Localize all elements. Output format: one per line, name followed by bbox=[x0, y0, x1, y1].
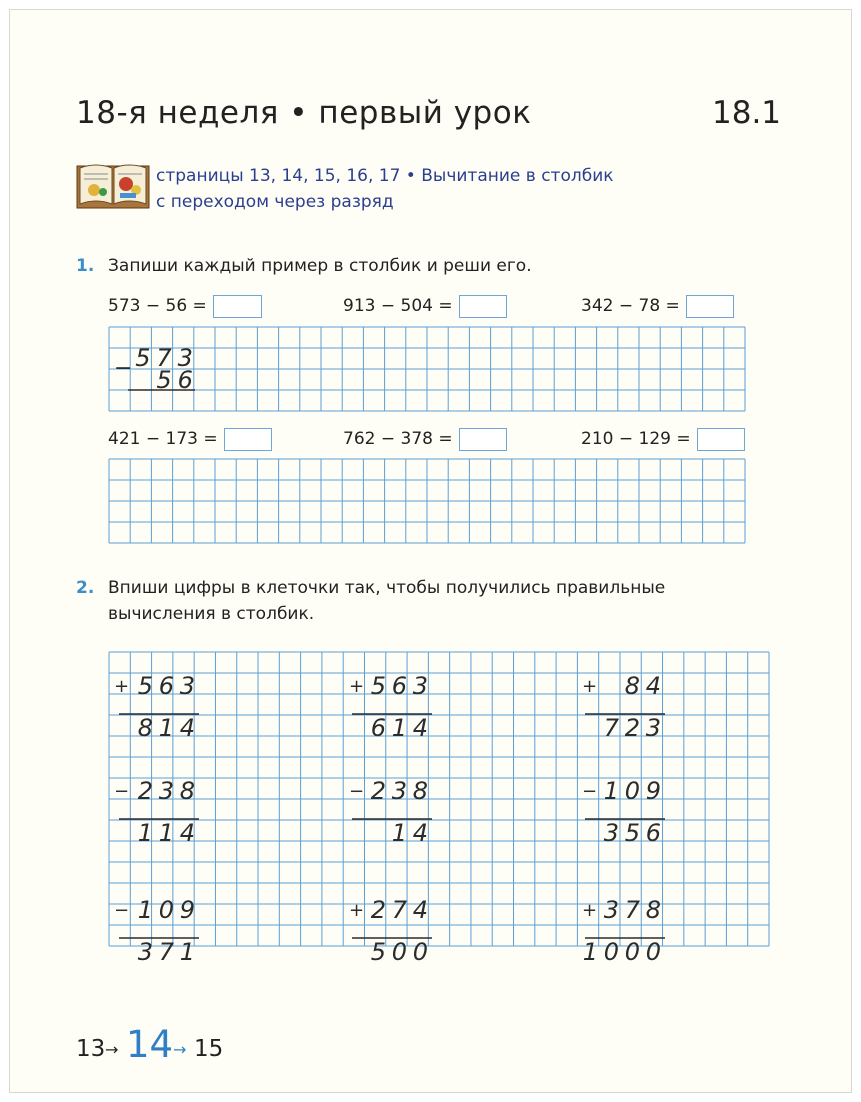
next-arrow-icon: → bbox=[173, 1040, 187, 1059]
problem-sign: + bbox=[582, 676, 598, 697]
problem-top-digit: 3 bbox=[412, 672, 429, 700]
problem-result-digit: 1 bbox=[179, 938, 196, 966]
example-4-text: 421 − 173 = bbox=[108, 429, 218, 449]
example-5-text: 762 − 378 = bbox=[343, 429, 453, 449]
problem-result-digit: 6 bbox=[645, 819, 662, 847]
sample-top-digit: 5 bbox=[135, 344, 151, 372]
task1-number: 1. bbox=[76, 256, 95, 276]
problem-top-digit: 9 bbox=[179, 896, 196, 924]
problem-result-digit: 0 bbox=[624, 938, 641, 966]
problem-result-digit: 1 bbox=[391, 714, 408, 742]
problem-top-digit: 9 bbox=[645, 777, 662, 805]
problem-result-digit: 5 bbox=[370, 938, 387, 966]
problem-top-digit: 6 bbox=[391, 672, 408, 700]
problem-sign: + bbox=[349, 676, 365, 697]
problem-sign: − bbox=[114, 781, 130, 802]
problem-result-digit: 0 bbox=[645, 938, 662, 966]
current-page-number: 14 bbox=[126, 1023, 174, 1066]
example-2-text: 913 − 504 = bbox=[343, 296, 453, 316]
problem-result-digit: 0 bbox=[412, 938, 429, 966]
problem-result-digit: 4 bbox=[412, 819, 429, 847]
problem-top-digit: 1 bbox=[137, 896, 154, 924]
sample-sign: − bbox=[114, 356, 133, 381]
problem-top-digit: 8 bbox=[624, 672, 641, 700]
problem-top-digit: 2 bbox=[370, 777, 387, 805]
task2-instruction-line2: вычисления в столбик. bbox=[108, 604, 315, 624]
task1-instruction: Запиши каждый пример в столбик и реши его. bbox=[108, 256, 532, 276]
problem-top-digit: 4 bbox=[645, 672, 662, 700]
problem-result-digit: 8 bbox=[137, 714, 154, 742]
problem-top-digit: 8 bbox=[179, 777, 196, 805]
prev-arrow-icon: → bbox=[105, 1040, 119, 1059]
problem-top-digit: 8 bbox=[645, 896, 662, 924]
textbook-reference-line1: страницы 13, 14, 15, 16, 17 • Вычитание в столбик bbox=[156, 166, 614, 186]
problem-top-digit: 3 bbox=[179, 672, 196, 700]
problem-result-digit: 5 bbox=[624, 819, 641, 847]
problem-top-digit: 3 bbox=[603, 896, 620, 924]
textbook-reference-line2: с переходом через разряд bbox=[156, 192, 394, 212]
problem-top-digit: 8 bbox=[412, 777, 429, 805]
problem-result-digit: 4 bbox=[179, 819, 196, 847]
problem-result-digit: 0 bbox=[391, 938, 408, 966]
problem-top-digit: 5 bbox=[137, 672, 154, 700]
problem-result-digit: 2 bbox=[624, 714, 641, 742]
problem-top-digit: 3 bbox=[391, 777, 408, 805]
problem-sign: + bbox=[349, 900, 365, 921]
example-1-text: 573 − 56 = bbox=[108, 296, 207, 316]
prev-page-number: 13 bbox=[76, 1036, 106, 1062]
problem-top-digit: 5 bbox=[370, 672, 387, 700]
page-title: 18-я неделя • первый урок bbox=[76, 95, 532, 131]
sample-top-digit: 3 bbox=[177, 344, 193, 372]
example-6-text: 210 − 129 = bbox=[581, 429, 691, 449]
lesson-code: 18.1 bbox=[712, 95, 782, 131]
problem-result-digit: 1 bbox=[137, 819, 154, 847]
problem-result-digit: 4 bbox=[412, 714, 429, 742]
problem-top-digit: 7 bbox=[391, 896, 408, 924]
problem-result-digit: 6 bbox=[370, 714, 387, 742]
problem-result-digit: 3 bbox=[137, 938, 154, 966]
problem-result-digit: 3 bbox=[645, 714, 662, 742]
problem-sign: − bbox=[114, 900, 130, 921]
problem-top-digit: 0 bbox=[158, 896, 175, 924]
example-3-text: 342 − 78 = bbox=[581, 296, 680, 316]
problem-sign: − bbox=[349, 781, 365, 802]
problem-sign: + bbox=[114, 676, 130, 697]
problem-result-digit: 1 bbox=[158, 714, 175, 742]
problem-top-digit: 7 bbox=[624, 896, 641, 924]
problem-result-digit: 4 bbox=[179, 714, 196, 742]
sample-top-digit: 7 bbox=[156, 344, 172, 372]
problem-result-digit: 1 bbox=[582, 938, 599, 966]
problem-result-digit: 7 bbox=[158, 938, 175, 966]
problem-top-digit: 6 bbox=[158, 672, 175, 700]
problem-top-digit: 1 bbox=[603, 777, 620, 805]
problem-top-digit: 0 bbox=[624, 777, 641, 805]
task2-number: 2. bbox=[76, 578, 95, 598]
problem-top-digit: 4 bbox=[412, 896, 429, 924]
problem-sign: + bbox=[582, 900, 598, 921]
problem-top-digit: 3 bbox=[158, 777, 175, 805]
task2-instruction-line1: Впиши цифры в клеточки так, чтобы получились правильные bbox=[108, 578, 666, 598]
problem-sign: − bbox=[582, 781, 598, 802]
grid-lines bbox=[109, 327, 769, 946]
problem-result-digit: 7 bbox=[603, 714, 620, 742]
handwritten-work bbox=[114, 344, 665, 966]
problem-result-digit: 1 bbox=[391, 819, 408, 847]
problem-top-digit: 2 bbox=[137, 777, 154, 805]
problem-top-digit: 2 bbox=[370, 896, 387, 924]
sample-bottom-digit: 6 bbox=[177, 366, 193, 394]
sample-bottom-digit: 5 bbox=[156, 366, 172, 394]
problem-result-digit: 1 bbox=[158, 819, 175, 847]
problem-result-digit: 0 bbox=[603, 938, 620, 966]
problem-result-digit: 3 bbox=[603, 819, 620, 847]
next-page-number: 15 bbox=[194, 1036, 224, 1062]
